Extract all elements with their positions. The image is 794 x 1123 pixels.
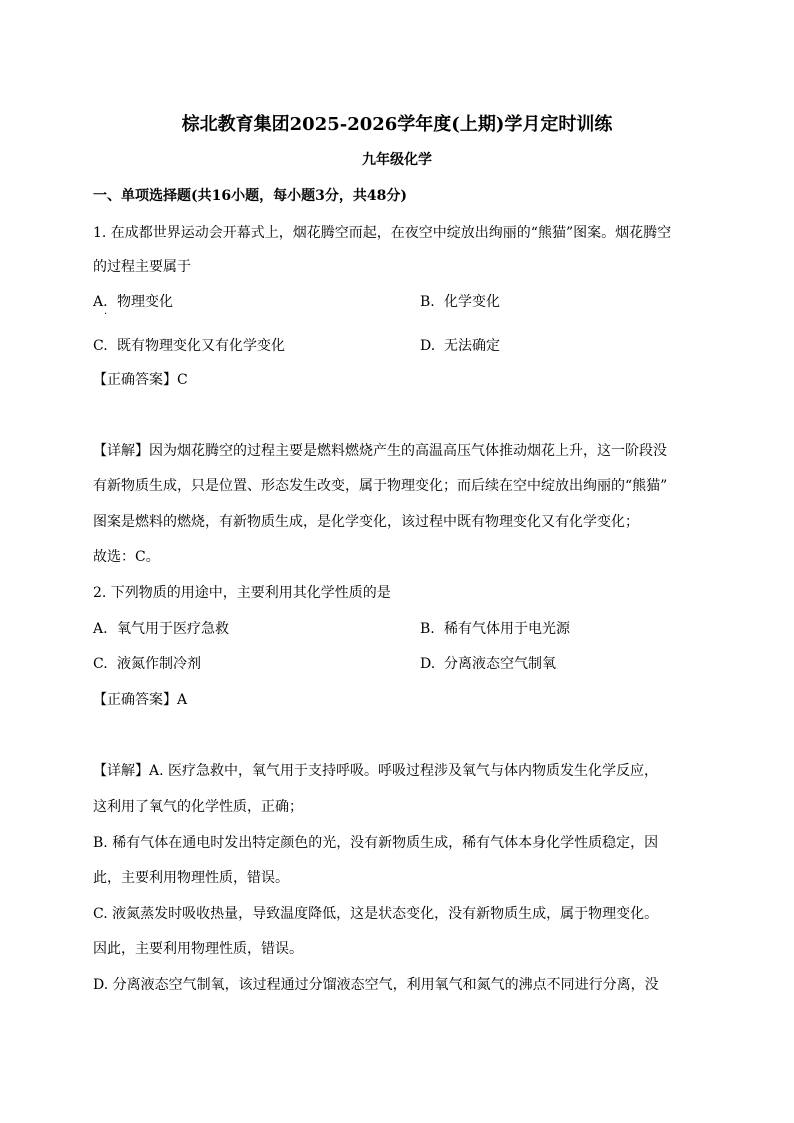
q1-detail-line-2: 有新物质生成，只是位置、形态发生改变，属于物理变化；而后续在空中绽放出绚丽的“熊猫” (93, 478, 668, 494)
option-text: 无法确定 (444, 338, 500, 354)
q2-detail-line-2: 这利用了氧气的化学性质，正确； (93, 799, 303, 815)
q1-detail-line-1: 【详解】因为烟花腾空的过程主要是燃料燃烧产生的高温高压气体推动烟花上升，这一阶段没 (93, 443, 667, 459)
q1-stem-line-1: 1. 在成都世界运动会开幕式上，烟花腾空而起，在夜空中绽放出绚丽的“熊猫”图案。烟花腾空 (93, 225, 672, 241)
q2-option-a (93, 619, 229, 639)
q2-option-b (420, 619, 570, 639)
q1-stem-line-2: 的过程主要属于 (93, 259, 191, 275)
option-label: B. (420, 621, 435, 637)
option-label: B. (420, 294, 435, 310)
option-text: 稀有气体用于电光源 (444, 621, 570, 637)
q1-answer: 【正确答案】C (93, 372, 188, 388)
q1-option-b (420, 292, 500, 312)
q2-detail-line-1: 【详解】A. 医疗急救中，氧气用于支持呼吸。呼吸过程涉及氧气与体内物质发生化学反应， (93, 763, 659, 779)
stray-dot-mark: · (104, 309, 108, 320)
option-label: D. (420, 338, 436, 354)
option-text: 液氮作制冷剂 (117, 656, 201, 672)
page-subtitle: 九年级化学 (362, 152, 432, 168)
q1-option-d (420, 336, 500, 356)
page-title: 棕北教育集团2025-2026学年度(上期)学月定时训练 (181, 114, 613, 135)
option-text: 分离液态空气制氧 (444, 656, 556, 672)
option-label: A. (93, 621, 108, 637)
q1-option-c (93, 336, 285, 356)
option-text: 物理变化 (117, 294, 173, 310)
option-label: C. (93, 656, 108, 672)
q1-detail-line-3: 图案是燃料的燃烧，有新物质生成，是化学变化，该过程中既有物理变化又有化学变化； (93, 514, 639, 530)
option-text: 氧气用于医疗急救 (117, 621, 229, 637)
q2-detail-line-7: D. 分离液态空气制氧，该过程通过分馏液态空气，利用氧气和氮气的沸点不同进行分离，没 (93, 977, 659, 993)
q2-detail-line-4: 此，主要利用物理性质，错误。 (93, 870, 289, 886)
q2-detail-line-3: B. 稀有气体在通电时发出特定颜色的光，没有新物质生成，稀有气体本身化学性质稳定，因 (93, 835, 659, 851)
q2-detail-line-5: C. 液氮蒸发时吸收热量，导致温度降低，这是状态变化，没有新物质生成，属于物理变化。 (93, 906, 659, 922)
q2-detail-line-6: 因此，主要利用物理性质，错误。 (93, 941, 303, 957)
q2-answer: 【正确答案】A (93, 692, 188, 708)
option-label: A. (93, 294, 108, 310)
q2-option-d (420, 654, 556, 674)
option-text: 化学变化 (444, 294, 500, 310)
option-text: 既有物理变化又有化学变化 (117, 338, 285, 354)
q2-option-c (93, 654, 201, 674)
q1-detail-line-4: 故选：C。 (93, 549, 160, 565)
section-heading: 一、单项选择题(共16小题，每小题3分，共48分) (93, 188, 407, 204)
q2-stem-line-1: 2. 下列物质的用途中，主要利用其化学性质的是 (93, 585, 391, 601)
option-label: C. (93, 338, 108, 354)
option-label: D. (420, 656, 436, 672)
